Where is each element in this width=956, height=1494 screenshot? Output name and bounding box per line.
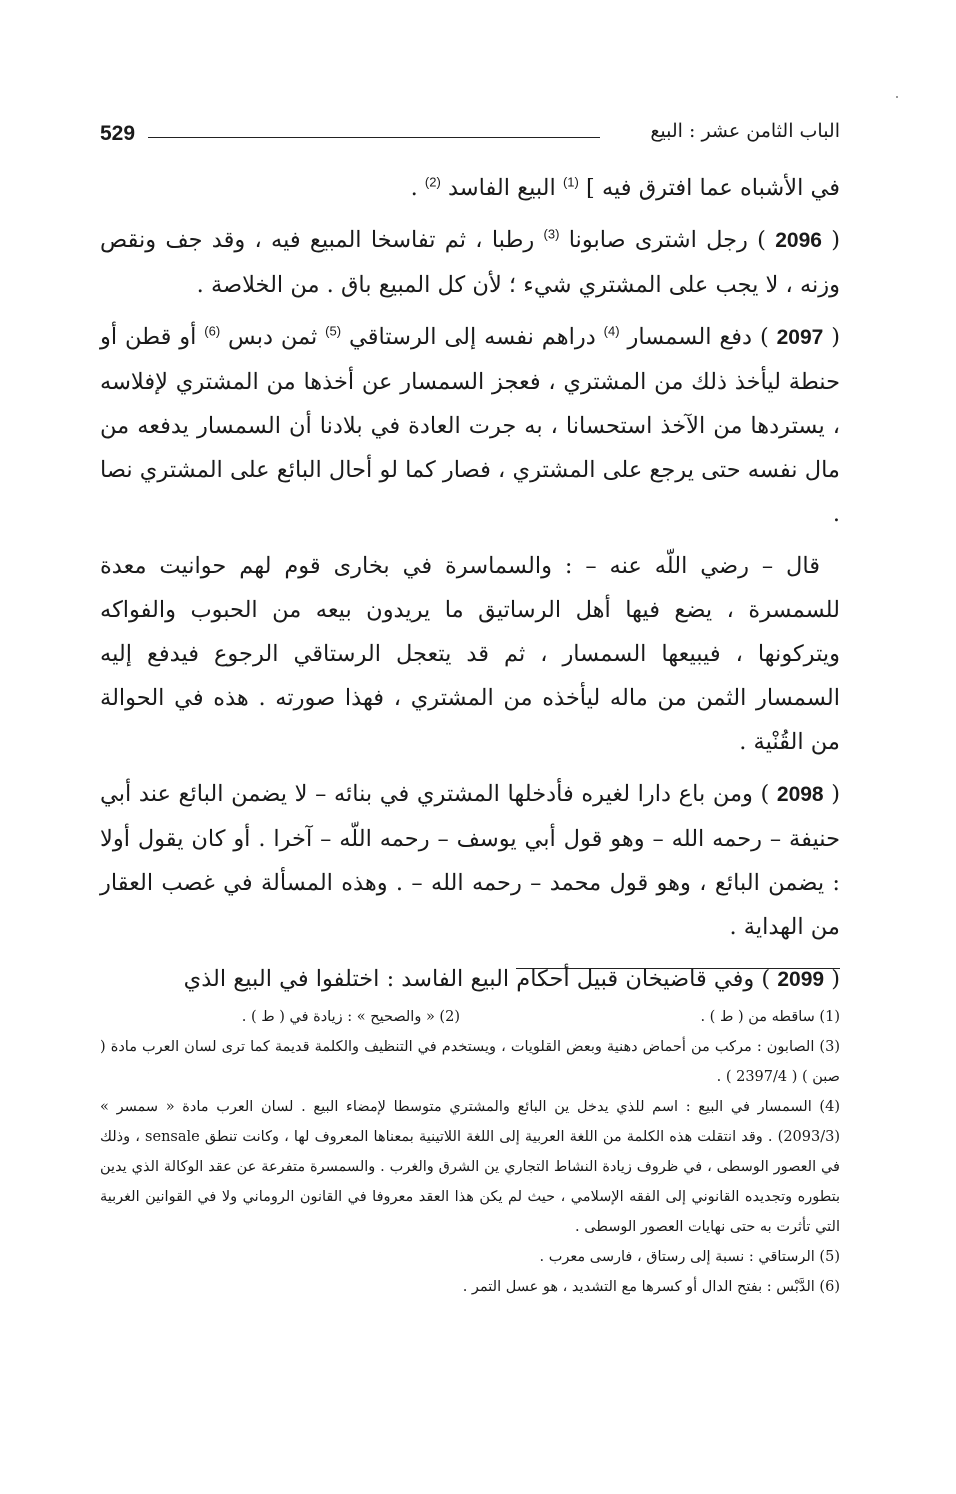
paragraph-2096: ( 2096 ) رجل اشترى صابونا $^{(3)}$ رطبا ، ثم تفاسخا المبيع فيه ، وقد جف ونقص وزنه ، لا يجب على المشتري شيء ؛ لأن كل المبيع باق . من الخلاصة .	[100, 226, 840, 298]
text-run: .	[410, 175, 425, 201]
paragraph-2098: ( 2098 ) ومن باع دارا لغيره فأدخلها المشتري في بنائه – لا يضمن البائع عند أبي حنيفة – رحمه الله – وهو قول أبي يوسف – رحمه اللّه – آخرا . أو كان يقول أولا : يضمن البائع ، وهو قول محمد – رحمه الله – . وهذه المسألة في غصب العقار من الهداية .	[100, 781, 841, 940]
main-text	[100, 166, 840, 1010]
paragraph-intro	[100, 166, 840, 210]
paragraph-commentary	[100, 544, 840, 764]
item-number: 2098	[776, 783, 824, 806]
text-run: دراهم نفسه إلى الرستاقي	[341, 324, 604, 350]
item-number: 2096	[775, 229, 822, 252]
page-header	[100, 118, 840, 158]
item-number: 2097	[776, 326, 824, 349]
text-run: البيع الفاسد	[440, 175, 563, 201]
text-run: رطبا ، ثم تفاسخا المبيع فيه ، وقد جف ونقص وزنه ، لا يجب على المشتري شيء ؛ لأن كل المبيع باق . من الخلاصة .	[100, 227, 840, 298]
footnote-ref: (6)	[204, 323, 221, 339]
margin-mark	[896, 96, 898, 98]
text-run: ) ومن باع دارا لغيره فأدخلها المشتري في بنائه – لا يضمن البائع عند أبي حنيفة – رحمه الله – وهو قول أبي يوسف – رحمه اللّه – آخرا . أو كان يقول أولا : يضمن البائع ، وهو قول محمد – رحمه الله – . وهذه المسألة في غصب العقار من الهداية .	[100, 781, 840, 940]
footnote-1: (1) ساقطه من ( ط ) .	[700, 1009, 840, 1025]
header-rule	[148, 137, 600, 138]
footnote-5: (5) الرستاقي : نسبة إلى رستاق ، فارسى معرب .	[539, 1249, 840, 1265]
footnote-ref: (2)	[424, 174, 441, 190]
footnote-ref: (1)	[562, 174, 579, 190]
item-number: 2099	[777, 968, 825, 991]
footnote-4: (4) السمسار في البيع : اسم للذي يدخل ين البائع والمشتري متوسطا لإمضاء البيع . لسان العرب مادة « سمسر » (2093/3) . وقد انتقلت هذه الكلمة من اللغة العربية إلى اللغة اللاتينية بمعناها المعروف لها ، وكانت تنطق sensale ، وذلك في العصور الوسطى ، في ظروف زيادة النشاط التجاري ين الشرق والغرب . والسمسرة متفرعة عن عقد الوكالة الذي يدين بتطوره وتجديده القانوني إلى الفقه الإسلامي ، حيث لم يكن هذا العقد معروفا في القانون الروماني ولا في القوانين الغربية التي تأثرت به حتى نهايات العصور الوسطى .	[100, 1099, 840, 1235]
text-run: ) وفي قاضيخان قبيل أحكام البيع الفاسد : اختلفوا في البيع الذي	[183, 966, 778, 992]
text-run: أو قطن أو حنطة ليأخذ ذلك من المشتري ، فعجز السمسار عن أخذها من المشتري لإفلاسه ، يستردها من الآخذ استحسانا ، به جرت العادة في بلادنا أن السمسار يدفعه من مال نفسه حتى يرجع على المشتري ، فصار كما لو أحال البائع على المشتري نصا .	[100, 324, 840, 527]
footnote-3: (3) الصابون : مركب من أحماض دهنية وبعض القلويات ، ويستخدم في التنظيف والكلمة قديمة كما ترى لسان العرب مادة ( صبن ) ( 2397/4 ) .	[100, 1039, 840, 1085]
text-run: ثمن دبس	[220, 324, 326, 350]
text-run: ) دفع السمسار	[619, 324, 777, 350]
text-run: ) رجل اشترى صابونا	[559, 227, 776, 253]
footnote-ref: (5)	[325, 323, 342, 339]
footnote-ref: (3)	[543, 226, 560, 242]
footnote-6: (6) الدَّبْس : بفتح الدال أو كسرها مع التشديد ، هو عسل التمر .	[462, 1279, 840, 1295]
page-number: 529	[100, 122, 136, 145]
paragraph-2099: ( 2099 ) وفي قاضيخان قبيل أحكام البيع الفاسد : اختلفوا في البيع الذي	[183, 966, 840, 992]
running-head: الباب الثامن عشر : البيع	[650, 120, 840, 142]
footnote-2: (2) « والصحيح » : زيادة في ( ط ) .	[241, 1009, 460, 1025]
text-run: في الأشباه عما افترق فيه ]	[578, 175, 840, 201]
text-run: قال – رضي اللّه عنه – : والسماسرة في بخارى قوم لهم حوانيت معدة للسمسرة ، يضع فيها أهل الرساتيق ما يريدون بيعه من الحبوب والفواكه ويتركونها ، فيبيعها السمسار ، ثم قد يتعجل الرستاقي الرجوع فيدفع إليه السمسار الثمن من ماله ليأخذه من المشتري ، فهذا صورته . هذه في الحوالة من القُنْية .	[100, 553, 840, 755]
footnotes	[100, 1002, 840, 1302]
footnote-row	[100, 1002, 840, 1032]
paragraph-2097: ( 2097 ) دفع السمسار $^{(4)}$ دراهم نفسه إلى الرستاقي $^{(5)}$ ثمن دبس $^{(6)}$ أو قطن أو حنطة ليأخذ ذلك من المشتري ، فعجز السمسار عن أخذها من المشتري لإفلاسه ، يستردها من الآخذ استحسانا ، به جرت العادة في بلادنا أن السمسار يدفعه من مال نفسه حتى يرجع على المشتري ، فصار كما لو أحال البائع على المشتري نصا .	[100, 323, 841, 527]
footnote-ref: (4)	[603, 323, 620, 339]
footnote-rule	[516, 968, 840, 969]
